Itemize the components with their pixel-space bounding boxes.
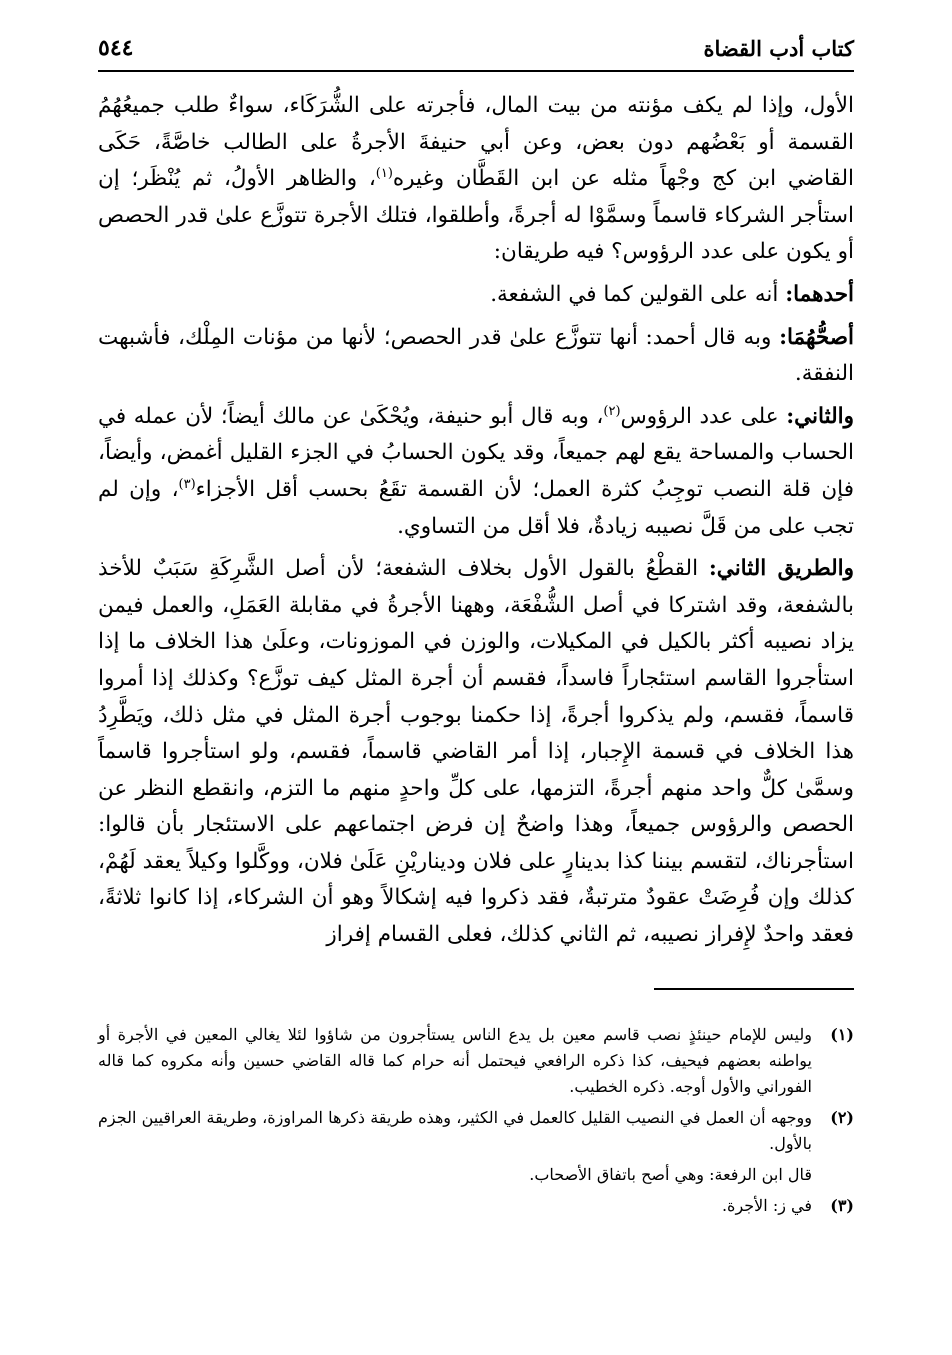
- footnote-line: في ز: الأجرة.: [721, 1196, 812, 1215]
- paragraph-4-text-b: ، وبه قال أبو حنيفة، ويُحْكَىٰ عن مالك أيضاً؛ لأن عمله في الحساب والمساحة يقع لهم جميعاً، وقد يكون الحسابُ في الجزء القليل أغمض، وأيضاً، فإن قلة النصب توجِبُ كثرة العمل؛ لأن القسمة تقَعُ بحسب أقل الأجزاء: [98, 403, 854, 502]
- footnote-number: (١): [830, 1025, 854, 1044]
- paragraph-1-text-b: ، والظاهر الأولُ، ثم يُنْظَر؛ إن استأجر الشركاء قاسماً وسمَّوْا له أجرةً، وأطلقوا، فتلك الأجرة تتوزَّع علىٰ قدر الحصص أو يكون على عدد الرؤوس؟ فيه طريقان:: [98, 166, 854, 265]
- footnote-ref-1: (١): [375, 166, 393, 182]
- paragraph-5-text: القطْعُ بالقول الأول بخلاف الشفعة؛ لأن أصل الشَّرِكَةِ سَبَبٌ للأخذ بالشفعة، وقد اشتركا في أصل الشُّفْعَة، وههنا الأجرةُ في مقابلة العَمَلِ، والعمل فيمن يزاد نصيبه أكثر بالكيل في المكيلات، والوزن في الموزونات، وعلَىٰ هذا الخلاف ما إذا استأجروا القاسم استئجاراً فاسداً، فقسم أن أجرة المثل كيف توزَّع؟ وكذلك إذا أمروا قاسماً، فقسم، ولم يذكروا أجرةً، إذا حكمنا بوجوب أجرة المثل في مثل ذلك، ويَطَّرِدُ هذا الخلاف في قسمة الإِجبار، إذا أمر القاضي قاسماً، فقسم، ولو استأجروا قاسماً وسمَّىٰ كلٌّ واحد منهم أجرةً، التزمها، على كلِّ واحدٍ منهم ما التزم، وانقطع النظر عن الحصص والرؤوس جميعاً، وهذا واضحٌ إن فرض اجتماعهم على الاستئجار بأن قالوا: استأجرناك، لتقسم بيننا كذا بدينارٍ على فلان وديناريْنِ عَلَىٰ فلان، ووكَّلوا وكيلاً يعقد لَهُمْ، كذلك وإن فُرِضَتْ عقودٌ مترتبةٌ، فقد ذكروا فيه إشكالاً وهو أن الشركاء، إذا كانوا ثلاثةً، فعقد واحدٌ لإِفراز نصيبه، ثم الثاني كذلك، فعلى القسام إفراز: [98, 556, 854, 948]
- page-number: ٥٤٤: [98, 35, 134, 61]
- paragraph-3-lead: أصحُّهُمَا:: [779, 324, 854, 350]
- paragraph-4-text-c: ، وإن لم تجب على من قَلَّ نصيبه زيادةٌ، فلا أقل من التساوي.: [98, 476, 854, 539]
- footnote-3: [98, 1193, 854, 1219]
- footnote-body: [98, 1022, 812, 1100]
- footnote-line: قال ابن الرفعة: وهي أصح باتفاق الأصحاب.: [529, 1165, 812, 1184]
- footnote-body: [98, 1193, 812, 1219]
- footnote-number: (٢): [830, 1108, 854, 1127]
- footnote-1: [98, 1022, 854, 1100]
- paragraph-5: [98, 551, 854, 954]
- footnote-line: ووجهه أن العمل في النصيب القليل كالعمل في الكثير، وهذه طريقة ذكرها المراوزة، وطريقة العراقيين الجزم بالأول.: [98, 1108, 812, 1153]
- main-text: [98, 88, 854, 960]
- paragraph-3-text: وبه قال أحمد: أنها تتوزَّع علىٰ قدر الحصص؛ لأنها من مؤنات المِلْك، فأشبهت النفقة.: [98, 324, 854, 387]
- page-header: [98, 28, 854, 68]
- footnotes: [98, 1022, 854, 1224]
- running-title: كتاب أدب القضاة: [703, 35, 854, 61]
- footnote-rule: [654, 988, 854, 990]
- footnote-body: [98, 1105, 812, 1188]
- paragraph-3: [98, 320, 854, 393]
- paragraph-4: [98, 399, 854, 545]
- paragraph-1: [98, 88, 854, 271]
- footnote-2: [98, 1105, 854, 1188]
- footnote-line: وليس للإمام حينئذٍ نصب قاسم معين بل يدع الناس يستأجرون من شاؤوا لئلا يغالي المعين في الأجرة أو يواطنه بعضهم فيحيف، كذا ذكره الرافعي فيحتمل أنه حرام كما قاله القاضي حسين وأنه مكروه كما قاله الفوراني والأول أوجه. ذكره الخطيب.: [98, 1025, 812, 1096]
- paragraph-1-text-a: الأول، وإذا لم يكف مؤنته من بيت المال، فأجرته على الشُّرَكَاء، سواءٌ طلب جميعُهُمُ القسمة أو بَعْضُهم دون بعض، وعن أبي حنيفةَ الأجرةُ على الطالب خاصَّةً، حَكَى القاضي ابن كج وجْهاً مثله عن ابن القَطَّان وغيره: [98, 93, 854, 192]
- footnote-ref-3: (٣): [178, 476, 196, 492]
- header-rule: [98, 70, 854, 72]
- paragraph-4-lead: والثاني:: [786, 403, 854, 429]
- paragraph-2-text: أنه على القولين كما في الشفعة.: [490, 281, 786, 307]
- paragraph-5-lead: والطريق الثاني:: [708, 556, 854, 582]
- paragraph-2-lead: أحدهما:: [785, 281, 854, 307]
- paragraph-2: [98, 277, 854, 314]
- footnote-ref-2: (٢): [603, 403, 621, 419]
- footnote-number: (٣): [830, 1196, 854, 1215]
- paragraph-4-text-a: على عدد الرؤوس: [620, 403, 787, 429]
